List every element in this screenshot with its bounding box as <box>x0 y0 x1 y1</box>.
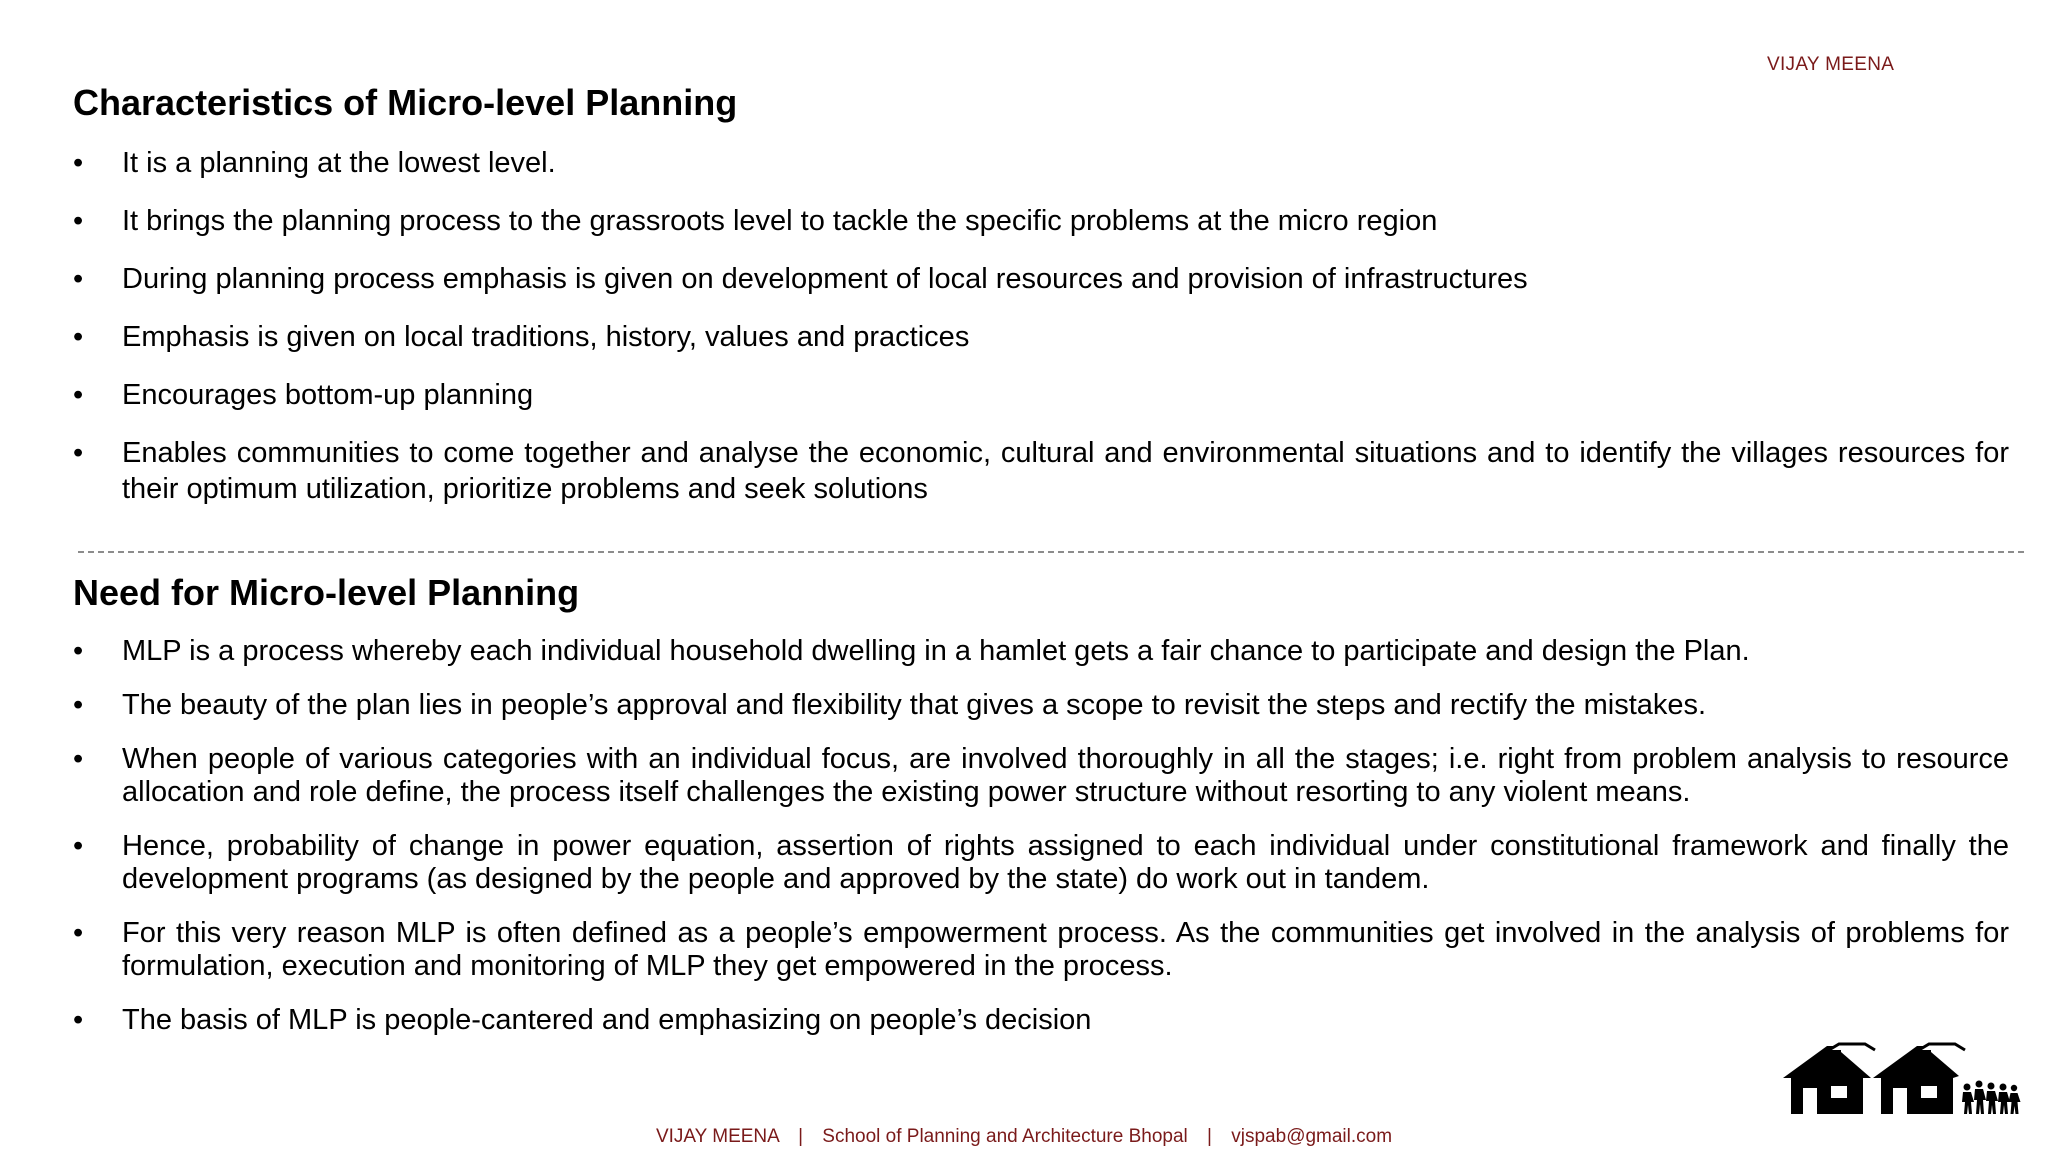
list-item-text: It is a planning at the lowest level. <box>122 147 556 179</box>
list-item-text: When people of various categories with an individual focus, are involved thoroughly in all the stages; i.e. right from problem analysis to resource allocation and role define, the process itself challenges the existing power structure without resorting to any violent means. <box>122 743 2009 808</box>
section-divider <box>78 551 2024 553</box>
bullet-icon: • <box>73 437 84 469</box>
list-item-text: The basis of MLP is people-cantered and emphasizing on people’s decision <box>122 1004 1092 1036</box>
list-item <box>73 261 2009 297</box>
bullet-icon: • <box>73 263 84 295</box>
list-item <box>73 435 2009 507</box>
list-item-text: Emphasis is given on local traditions, history, values and practices <box>122 321 970 353</box>
bullet-icon: • <box>73 830 84 862</box>
bullet-icon: • <box>73 689 84 721</box>
house-icon <box>1783 1044 1875 1114</box>
list-item-text: It brings the planning process to the grassroots level to tackle the specific problems at the micro region <box>122 205 1438 237</box>
house-icon <box>1873 1044 1965 1114</box>
bullet-icon: • <box>73 635 84 667</box>
list-item-text: Enables communities to come together and analyse the economic, cultural and environmental situations and to identify the villages resources for their optimum utilization, prioritize problems and seek solutions <box>122 437 2009 505</box>
list-item-text: MLP is a process whereby each individual household dwelling in a hamlet gets a fair chance to participate and design the Plan. <box>122 635 1750 667</box>
footer-email[interactable]: vjspab@gmail.com <box>1231 1126 1393 1147</box>
footer-institution: School of Planning and Architecture Bhopal <box>822 1126 1188 1147</box>
section-title-need: Need for Micro-level Planning <box>73 572 580 613</box>
people-icon <box>1962 1081 2021 1115</box>
bullet-icon: • <box>73 205 84 237</box>
list-item-text: For this very reason MLP is often defined as a people’s empowerment process. As the communities get involved in the analysis of problems for formulation, execution and monitoring of MLP they get empowered in the process. <box>122 917 2009 982</box>
houses-and-people-icon <box>1783 1042 2023 1114</box>
list-item <box>73 319 2009 355</box>
list-item <box>73 689 2009 722</box>
bullet-icon: • <box>73 321 84 353</box>
footer-name: VIJAY MEENA <box>655 1126 779 1147</box>
list-item-text: During planning process emphasis is given on development of local resources and provision of infrastructures <box>122 263 1528 295</box>
characteristics-list <box>73 145 2009 529</box>
bullet-icon: • <box>73 1004 84 1036</box>
bullet-icon: • <box>73 379 84 411</box>
list-item <box>73 145 2009 181</box>
footer-separator: | <box>798 1126 803 1147</box>
list-item-text: The beauty of the plan lies in people’s approval and flexibility that gives a scope to revisit the steps and rectify the mistakes. <box>122 689 1707 721</box>
list-item-text: Encourages bottom-up planning <box>122 379 534 411</box>
footer-separator: | <box>1207 1126 1212 1147</box>
bullet-icon: • <box>73 743 84 775</box>
list-item <box>73 635 2009 668</box>
list-item <box>73 830 2009 896</box>
list-item <box>73 203 2009 239</box>
section-title-characteristics: Characteristics of Micro-level Planning <box>73 82 738 123</box>
list-item-text: Hence, probability of change in power equation, assertion of rights assigned to each individual under constitutional framework and finally the development programs (as designed by the people and approved by the state) do work out in tandem. <box>122 830 2009 895</box>
list-item <box>73 377 2009 413</box>
bullet-icon: • <box>73 917 84 949</box>
header-author: VIJAY MEENA <box>1767 54 1895 75</box>
need-list <box>73 635 2009 1058</box>
footer <box>0 1126 2048 1148</box>
bullet-icon: • <box>73 147 84 179</box>
list-item <box>73 743 2009 809</box>
list-item <box>73 1004 2009 1037</box>
list-item <box>73 917 2009 983</box>
